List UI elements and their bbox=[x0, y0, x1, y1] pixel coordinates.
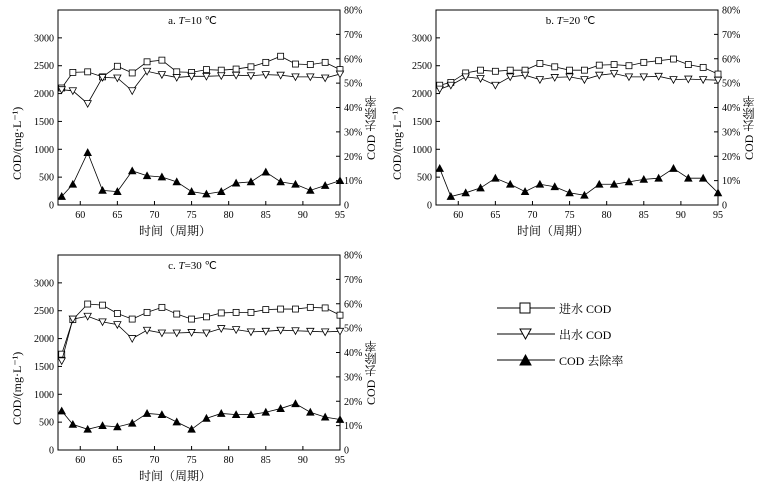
svg-text:40%: 40% bbox=[344, 103, 363, 114]
panel-c-ylabel-right: COD 去除率 bbox=[364, 340, 378, 405]
panel-a-ylabel-right: COD 去除率 bbox=[364, 95, 378, 160]
svg-text:500: 500 bbox=[417, 172, 432, 184]
svg-text:2000: 2000 bbox=[34, 89, 54, 101]
svg-text:2500: 2500 bbox=[412, 61, 432, 73]
svg-text:90: 90 bbox=[675, 210, 686, 221]
svg-text:500: 500 bbox=[39, 417, 54, 429]
svg-text:80%: 80% bbox=[344, 250, 363, 262]
svg-text:85: 85 bbox=[638, 210, 649, 221]
chart-panel-b bbox=[380, 0, 761, 243]
svg-text:80: 80 bbox=[223, 455, 234, 466]
svg-text:60: 60 bbox=[75, 455, 86, 466]
svg-text:2500: 2500 bbox=[34, 61, 54, 73]
svg-text:0: 0 bbox=[49, 445, 54, 457]
legend-item-influent bbox=[497, 295, 623, 321]
svg-text:50%: 50% bbox=[722, 78, 741, 90]
svg-text:40%: 40% bbox=[344, 348, 363, 359]
svg-text:0: 0 bbox=[722, 200, 727, 212]
svg-text:10%: 10% bbox=[722, 176, 741, 188]
panel-b-plot bbox=[380, 0, 761, 243]
svg-text:3000: 3000 bbox=[34, 278, 54, 290]
chart-legend bbox=[497, 295, 623, 373]
svg-text:60: 60 bbox=[75, 210, 86, 221]
svg-text:70%: 70% bbox=[344, 274, 363, 286]
triangle-up-filled-icon bbox=[497, 353, 555, 367]
svg-text:50%: 50% bbox=[344, 78, 363, 90]
svg-text:60: 60 bbox=[453, 210, 464, 221]
svg-text:60%: 60% bbox=[344, 299, 363, 311]
panel-b-ylabel-left: COD/(mg·L⁻¹) bbox=[390, 106, 404, 180]
svg-text:0: 0 bbox=[344, 445, 349, 457]
svg-text:30%: 30% bbox=[722, 127, 741, 139]
svg-text:60%: 60% bbox=[722, 54, 741, 66]
svg-text:90: 90 bbox=[297, 455, 308, 466]
svg-text:20%: 20% bbox=[344, 396, 363, 408]
panel-a-plot bbox=[0, 0, 385, 243]
panel-b-xlabel: 时间（周期） bbox=[516, 224, 589, 238]
panel-a-title: a. T=10 ℃ bbox=[168, 15, 217, 27]
panel-c-plot bbox=[0, 245, 385, 488]
svg-text:95: 95 bbox=[713, 210, 723, 221]
svg-text:65: 65 bbox=[112, 210, 123, 221]
legend-label-effluent: 出水 COD bbox=[559, 327, 612, 342]
panel-c-title: c. T=30 ℃ bbox=[168, 260, 217, 272]
svg-text:95: 95 bbox=[335, 210, 345, 221]
svg-text:1000: 1000 bbox=[34, 144, 54, 156]
legend-item-removal-rate bbox=[497, 347, 623, 373]
legend-item-effluent bbox=[497, 321, 623, 347]
panel-a-ylabel-left: COD/(mg·L⁻¹) bbox=[10, 106, 24, 180]
svg-text:75: 75 bbox=[564, 210, 575, 221]
svg-text:2000: 2000 bbox=[34, 334, 54, 346]
svg-text:2000: 2000 bbox=[412, 89, 432, 101]
svg-text:2500: 2500 bbox=[34, 306, 54, 318]
svg-text:0: 0 bbox=[344, 200, 349, 212]
svg-text:30%: 30% bbox=[344, 372, 363, 384]
svg-text:65: 65 bbox=[490, 210, 501, 221]
svg-text:1500: 1500 bbox=[34, 361, 54, 373]
svg-text:70: 70 bbox=[149, 210, 160, 221]
svg-text:40%: 40% bbox=[722, 103, 741, 114]
square-open-icon bbox=[497, 301, 555, 315]
svg-text:3000: 3000 bbox=[412, 33, 432, 45]
svg-text:70: 70 bbox=[527, 210, 538, 221]
panel-c-xlabel: 时间（周期） bbox=[138, 469, 211, 483]
svg-text:60%: 60% bbox=[344, 54, 363, 66]
panel-b-ylabel-right: COD 去除率 bbox=[742, 95, 756, 160]
svg-text:1000: 1000 bbox=[34, 389, 54, 401]
svg-text:80: 80 bbox=[223, 210, 234, 221]
svg-text:500: 500 bbox=[39, 172, 54, 184]
svg-text:0: 0 bbox=[427, 200, 432, 212]
svg-text:75: 75 bbox=[186, 455, 197, 466]
svg-text:80%: 80% bbox=[722, 5, 741, 17]
chart-panel-c bbox=[0, 245, 385, 503]
svg-text:70%: 70% bbox=[344, 29, 363, 41]
svg-text:70: 70 bbox=[149, 455, 160, 466]
triangle-down-open-icon bbox=[497, 327, 555, 341]
legend-label-influent: 进水 COD bbox=[559, 301, 612, 316]
svg-text:80%: 80% bbox=[344, 5, 363, 17]
svg-text:65: 65 bbox=[112, 455, 123, 466]
svg-text:1000: 1000 bbox=[412, 144, 432, 156]
svg-text:0: 0 bbox=[49, 200, 54, 212]
svg-text:90: 90 bbox=[297, 210, 308, 221]
svg-text:3000: 3000 bbox=[34, 33, 54, 45]
svg-text:75: 75 bbox=[186, 210, 197, 221]
svg-text:80: 80 bbox=[601, 210, 612, 221]
chart-panel-a bbox=[0, 0, 385, 243]
svg-text:10%: 10% bbox=[344, 421, 363, 433]
svg-text:85: 85 bbox=[260, 210, 271, 221]
svg-text:20%: 20% bbox=[722, 151, 741, 163]
legend-label-removal-rate: COD 去除率 bbox=[559, 353, 624, 368]
panel-c-ylabel-left: COD/(mg·L⁻¹) bbox=[10, 351, 24, 425]
svg-text:70%: 70% bbox=[722, 29, 741, 41]
svg-text:50%: 50% bbox=[344, 323, 363, 335]
svg-text:20%: 20% bbox=[344, 151, 363, 163]
svg-text:30%: 30% bbox=[344, 127, 363, 139]
svg-text:95: 95 bbox=[335, 455, 345, 466]
svg-text:10%: 10% bbox=[344, 176, 363, 188]
panel-a-xlabel: 时间（周期） bbox=[138, 224, 211, 238]
svg-text:1500: 1500 bbox=[34, 116, 54, 128]
panel-b-title: b. T=20 ℃ bbox=[545, 15, 596, 27]
svg-text:85: 85 bbox=[260, 455, 271, 466]
svg-text:1500: 1500 bbox=[412, 116, 432, 128]
